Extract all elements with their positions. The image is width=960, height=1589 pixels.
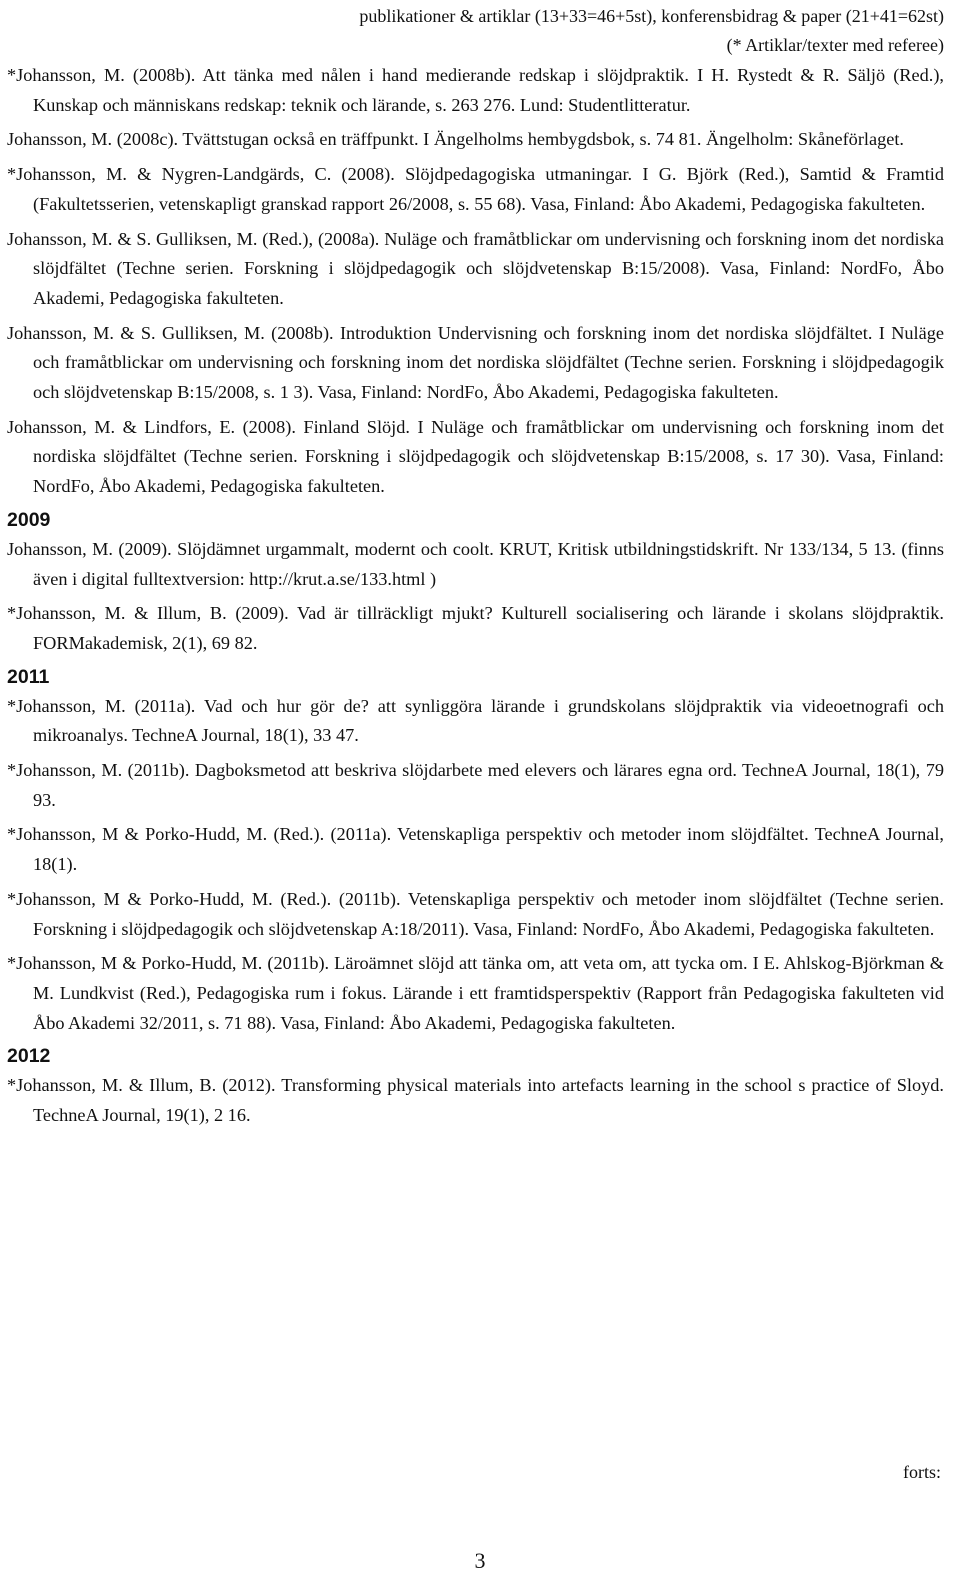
page-number: 3 [474,1548,486,1573]
year-heading: 2009 [7,508,51,531]
reference-entry: *Johansson, M & Porko-Hudd, M. (Red.). (2011a). Vetenskapliga perspektiv och metoder inom slöjdfältet. TechneA Journal, 18(1). [7,824,944,875]
reference-entry: *Johansson, M. & Illum, B. (2009). Vad är tillräckligt mjukt? Kulturell socialisering och lärande i skolans slöjdpraktik. FORMakademisk, 2(1), 69 82. [7,603,944,653]
page-header [359,2,944,60]
reference-entry: Johansson, M. & S. Gulliksen, M. (Red.), (2008a). Nuläge och framåtblickar om undervisning och forskning inom det nordiska slöjdfältet (Techne serien. Forskning i slöjdpedagogik och slöjdvetenskap B:15/2008). Vasa, Finland: NordFo, Åbo Akademi, Pedagogiska fakulteten. [7,228,944,308]
reference-entry: *Johansson, M & Porko-Hudd, M. (Red.). (2011b). Vetenskapliga perspektiv och metoder inom slöjdfältet (Techne serien. Forskning i slöjdpedagogik och slöjdvetenskap A:18/2011). Vasa, Finland: NordFo, Åbo Akademi, Pedagogiska fakulteten. [7,888,944,939]
reference-entry: *Johansson, M. (2011b). Dagboksmetod att beskriva slöjdarbete med elevers och lärares egna ord. TechneA Journal, 18(1), 79 93. [7,760,944,810]
reference-entry: Johansson, M. (2009). Slöjdämnet urgammalt, modernt och coolt. KRUT, Kritisk utbildningstidskrift. Nr 133/134, 5 13. (finns även i digital fulltextversion: http://krut.a.se/133.html ) [7,538,944,589]
reference-entry: *Johansson, M. (2011a). Vad och hur gör de? att synliggöra lärande i grundskolans slöjdpraktik via videoetnografi och mikroanalys. TechneA Journal, 18(1), 33 47. [7,695,944,746]
header-line-1: publikationer & artiklar (13+33=46+5st), konferensbidrag & paper (21+41=62st) [359,6,944,26]
header-line-2: (* Artiklar/texter med referee) [726,35,944,55]
year-heading: 2012 [7,1045,51,1068]
reference-entry: *Johansson, M. (2008b). Att tänka med nålen i hand medierande redskap i slöjdpraktik. I H. Rystedt & R. Säljö (Red.), Kunskap och människans redskap: teknik och lärande, s. 263 276. Lund: Studentlitteratur. [7,65,944,115]
continued-label: forts: [903,1462,941,1482]
reference-entry: Johansson, M. & S. Gulliksen, M. (2008b). Introduktion Undervisning och forskning inom det nordiska slöjdfältet. I Nuläge och framåtblickar om undervisning och forskning inom det nordiska slöjdfältet (Techne serien. Forskning i slöjdpedagogik och slöjdvetenskap B:15/2008, s. 1 3). Vasa, Finland: NordFo, Åbo Akademi, Pedagogiska fakulteten. [7,322,944,403]
reference-list [7,61,944,1136]
reference-entry: *Johansson, M. & Illum, B. (2012). Transforming physical materials into artefacts learning in the school s practice of Sloyd. TechneA Journal, 19(1), 2 16. [7,1075,944,1126]
year-heading: 2011 [7,665,50,688]
reference-entry: Johansson, M. & Lindfors, E. (2008). Finland Slöjd. I Nuläge och framåtblickar om undervisning och forskning inom det nordiska slöjdfältet (Techne serien. Forskning i slöjdpedagogik och slöjdvetenskap B:15/2008, s. 17 30). Vasa, Finland: NordFo, Åbo Akademi, Pedagogiska fakulteten. [7,416,944,497]
reference-entry: *Johansson, M & Porko-Hudd, M. (2011b). Läroämnet slöjd att tänka om, att veta om, att tycka om. I E. Ahlskog-Björkman & M. Lundkvist (Red.), Pedagogiska rum i fokus. Lärande i ett framtidsperspektiv (Rapport från Pedagogiska fakulteten vid Åbo Akademi 32/2011, s. 71 88). Vasa, Finland: Åbo Akademi, Pedagogiska fakulteten. [7,953,944,1033]
reference-entry: Johansson, M. (2008c). Tvättstugan också en träffpunkt. I Ängelholms hembygdsbok, s. 74 81. Ängelholm: Skåneförlaget. [7,129,905,150]
reference-entry: *Johansson, M. & Nygren-Landgärds, C. (2008). Slöjdpedagogiska utmaningar. I G. Björk (Red.), Samtid & Framtid (Fakultetsserien, vetenskapligt granskad rapport 26/2008, s. 55 68). Vasa, Finland: Åbo Akademi, Pedagogiska fakulteten. [7,164,944,214]
